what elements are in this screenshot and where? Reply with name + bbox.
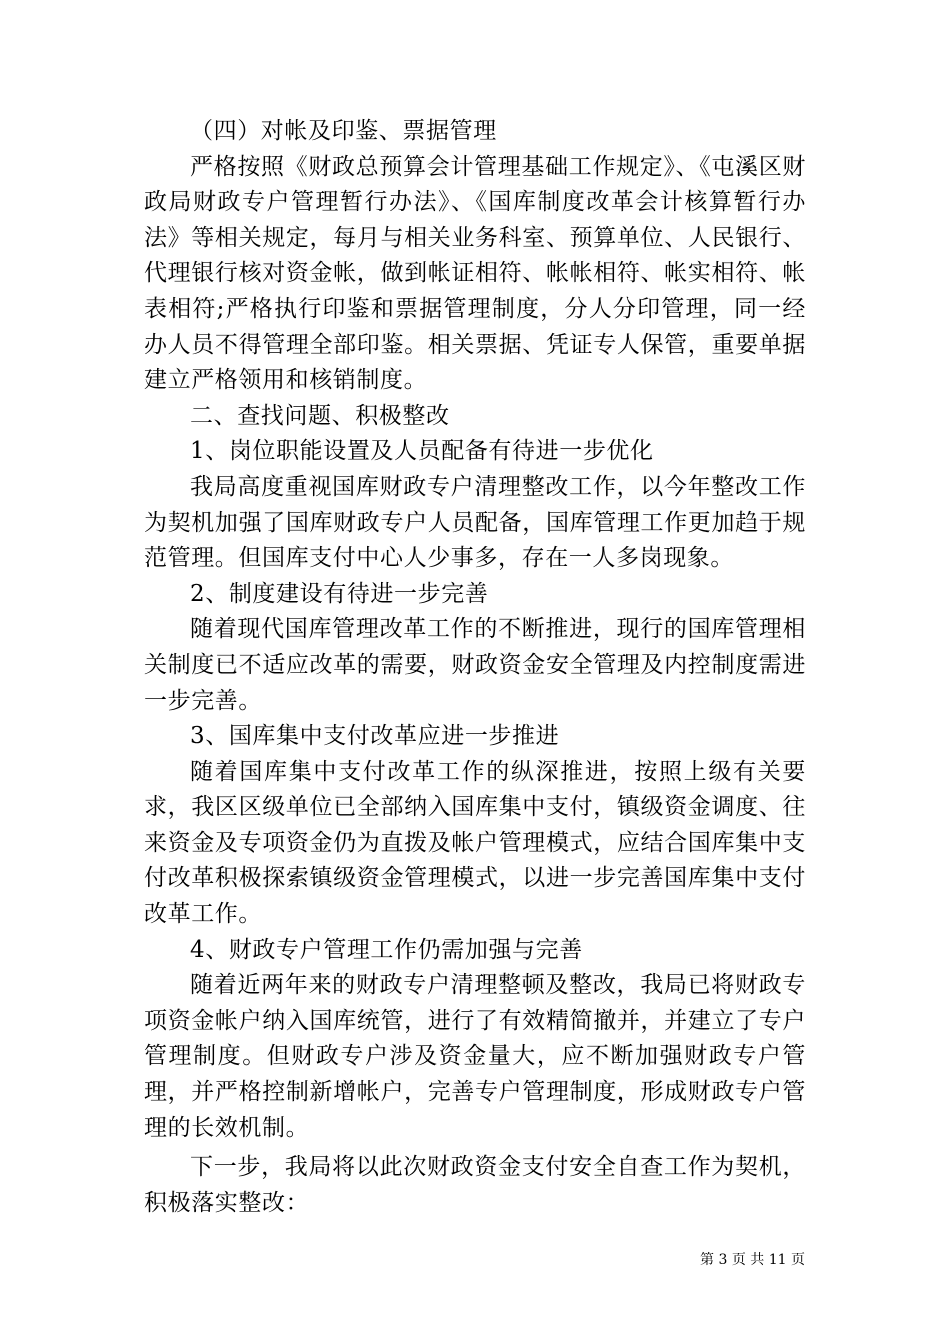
- body-paragraph: 随着近两年来的财政专户清理整顿及整改，我局已将财政专项资金帐户纳入国库统管，进行了有效精简撤并，并建立了专户管理制度。但财政专户涉及资金量大，应不断加强财政专户管理，并严格控制新增帐户，完善专户管理制度，形成财政专户管理的长效机制。: [144, 972, 806, 1141]
- subheading-3: 3、国库集中支付改革应进一步推进: [190, 723, 560, 750]
- body-paragraph: 下一步，我局将以此次财政资金支付安全自查工作为契机，积极落实整改：: [144, 1154, 806, 1216]
- section-heading-two: 二、查找问题、积极整改: [190, 402, 450, 429]
- body-paragraph: 随着国库集中支付改革工作的纵深推进，按照上级有关要求，我区区级单位已全部纳入国库集中支付，镇级资金调度、往来资金及专项资金仍为直拨及帐户管理模式，应结合国库集中支付改革积极探索镇级资金管理模式，以进一步完善国库集中支付改革工作。: [144, 758, 806, 928]
- subheading-4: 4、财政专户管理工作仍需加强与完善: [190, 936, 583, 963]
- body-paragraph: 严格按照《财政总预算会计管理基础工作规定》、《屯溪区财政局财政专户管理暂行办法》、《国库制度改革会计核算暂行办法》等相关规定，每月与相关业务科室、预算单位、人民银行、代理银行核对资金帐，做到帐证相符、帐帐相符、帐实相符、帐表相符;严格执行印鉴和票据管理制度，分人分印管理，同一经办人员不得管理全部印鉴。相关票据、凭证专人保管，重要单据建立严格领用和核销制度。: [144, 153, 806, 394]
- body-paragraph: 随着现代国库管理改革工作的不断推进，现行的国库管理相关制度已不适应改革的需要，财政资金安全管理及内控制度需进一步完善。: [144, 616, 806, 714]
- section-heading-four: （四）对帐及印鉴、票据管理: [190, 118, 497, 144]
- document-body: [144, 114, 806, 1221]
- subheading-1: 1、岗位职能设置及人员配备有待进一步优化: [190, 438, 654, 465]
- page-number: 第 3 页 共 11 页: [700, 1252, 805, 1268]
- subheading-2: 2、制度建设有待进一步完善: [190, 580, 489, 607]
- body-paragraph: 我局高度重视国库财政专户清理整改工作，以今年整改工作为契机加强了国库财政专户人员配备，国库管理工作更加趋于规范管理。但国库支付中心人少事多，存在一人多岗现象。: [144, 473, 806, 572]
